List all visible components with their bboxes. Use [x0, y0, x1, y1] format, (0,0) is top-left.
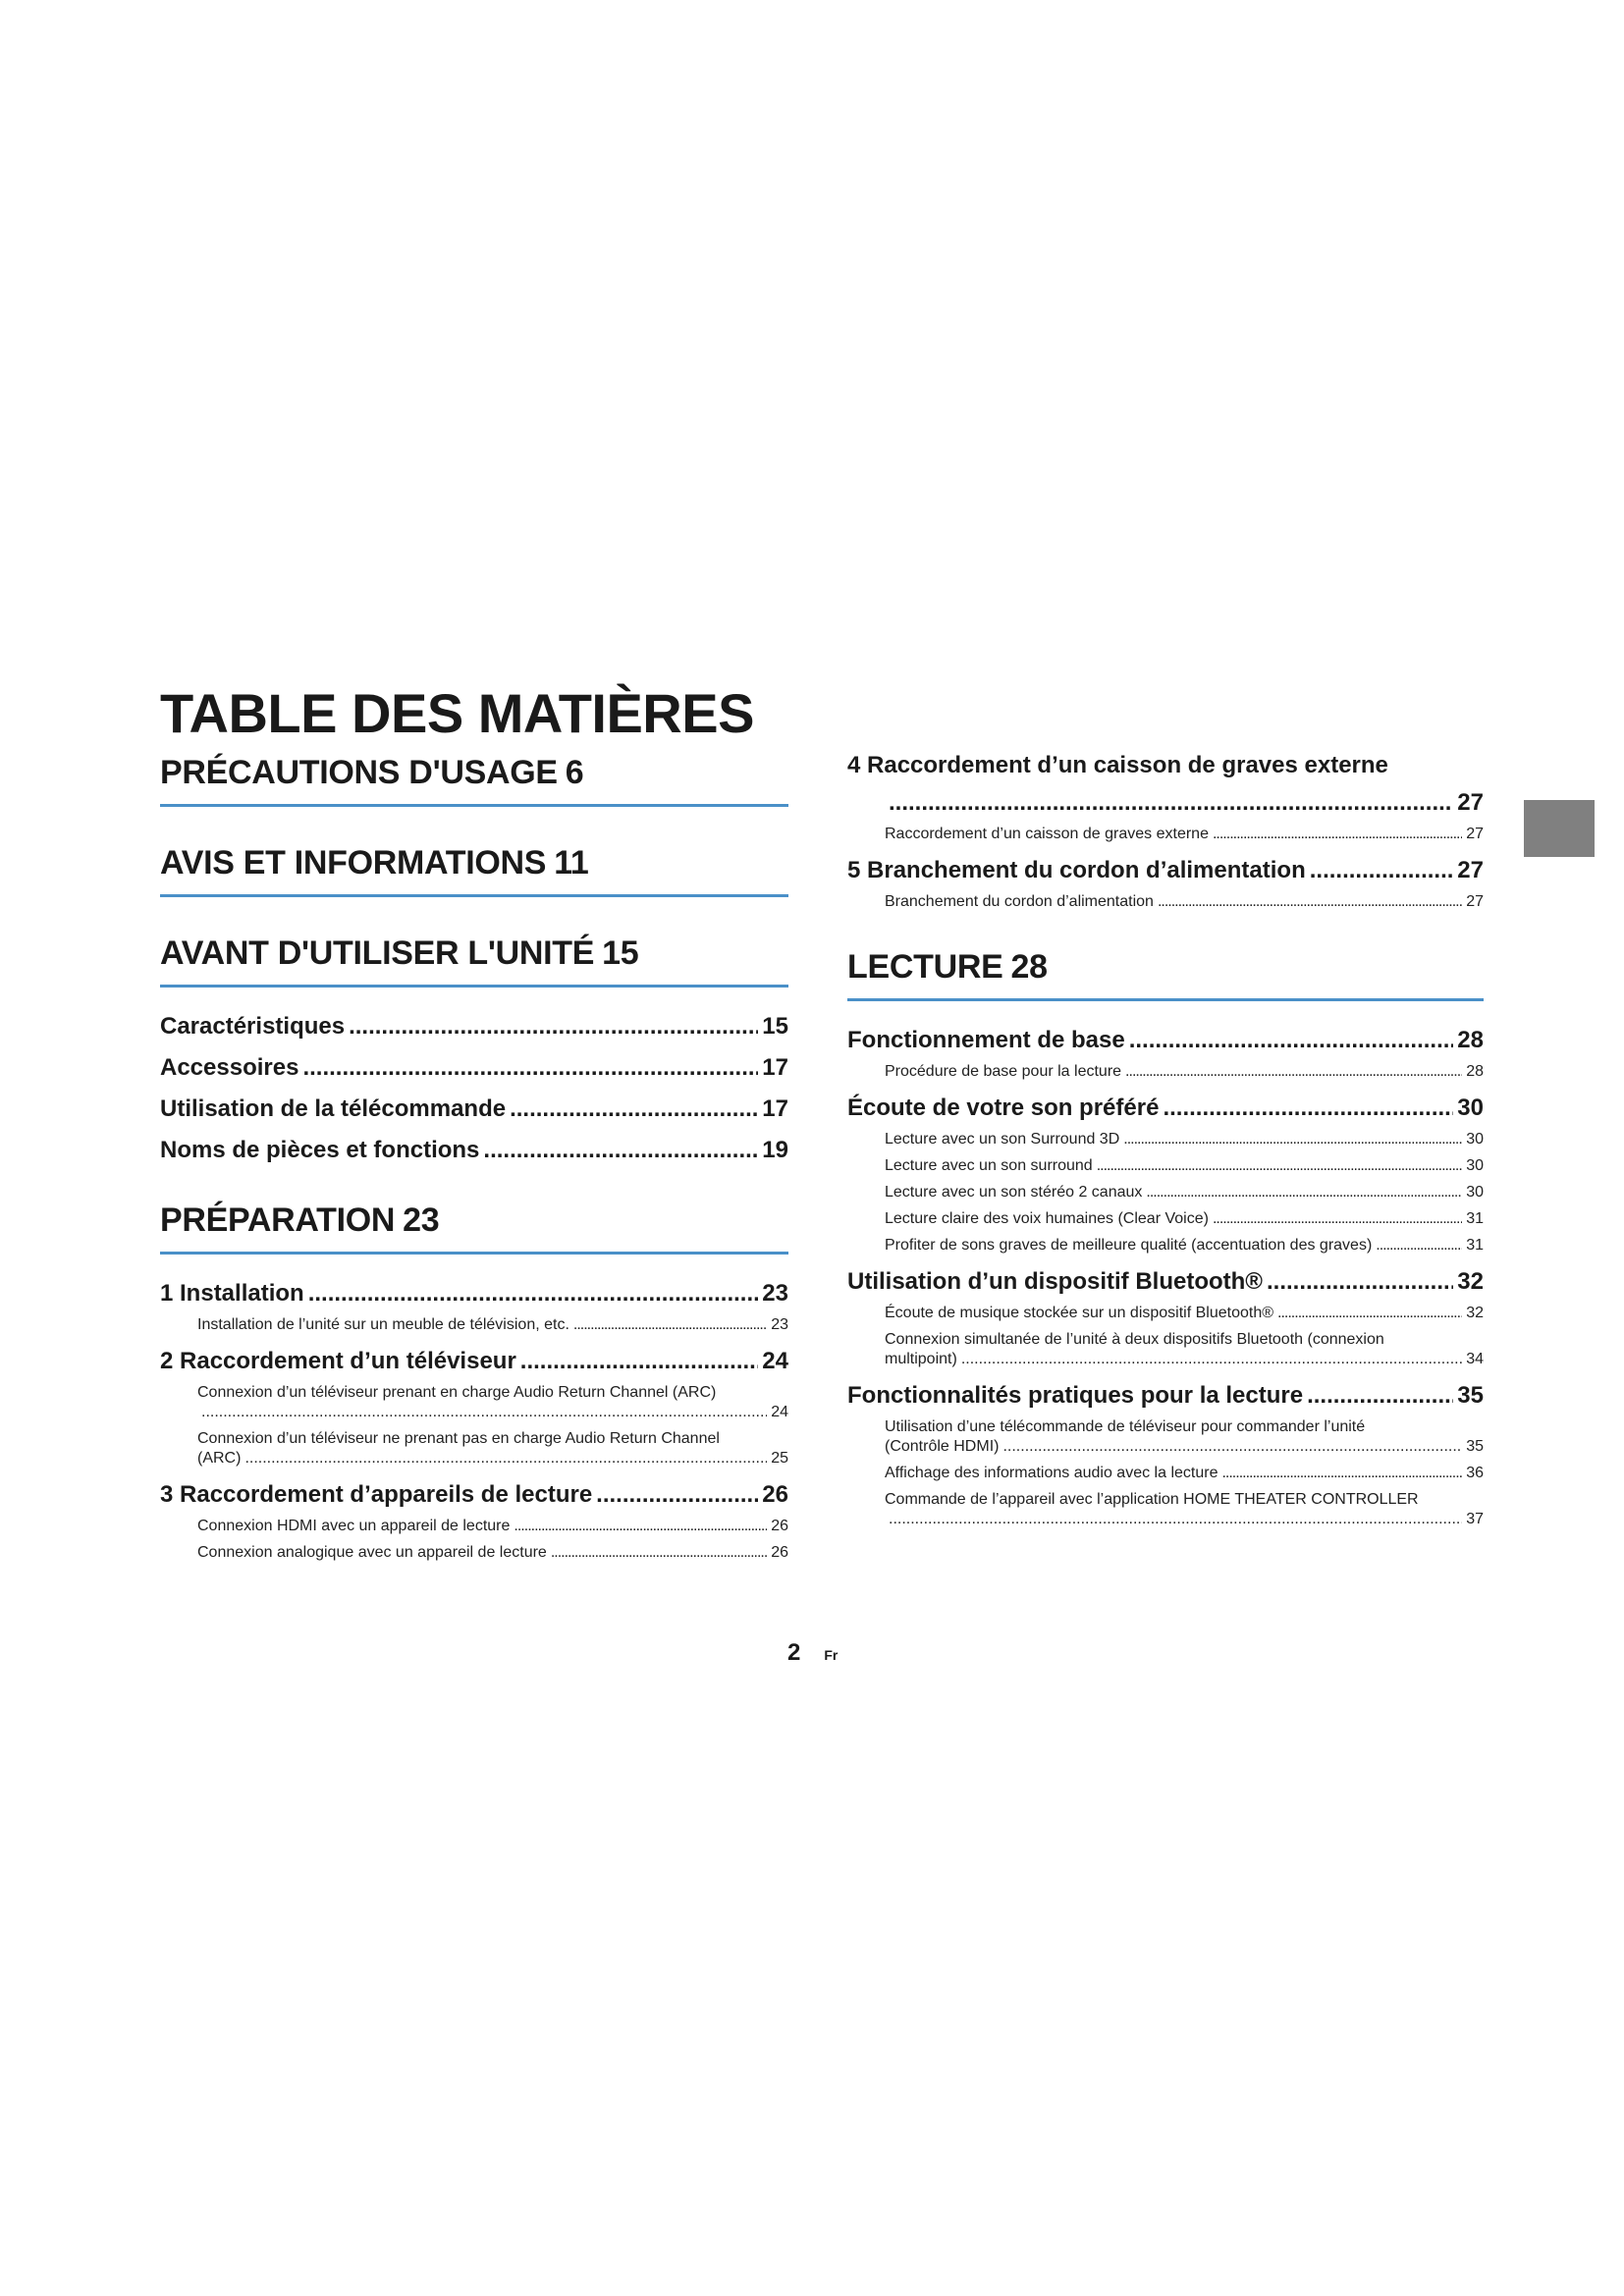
- toc-entry[interactable]: Caractéristiques ..... 15: [160, 1013, 788, 1041]
- toc-subentry[interactable]: Connexion HDMI avec un appareil de lecture ..... 26: [160, 1518, 788, 1535]
- toc-entry[interactable]: 3 Raccordement d’appareils de lecture ..... 26: [160, 1481, 788, 1509]
- toc-subentry[interactable]: Raccordement d’un caisson de graves externe ..... 27: [847, 826, 1484, 843]
- section-lecture[interactable]: LECTURE 28: [847, 948, 1484, 1001]
- page-footer: [787, 1639, 838, 1667]
- page-title: TABLE DES MATIÈRES: [160, 682, 754, 744]
- chapter-side-tab: [1524, 800, 1595, 857]
- toc-entry[interactable]: 1 Installation ..... 23: [160, 1280, 788, 1308]
- section-preparation[interactable]: PRÉPARATION 23: [160, 1201, 788, 1255]
- toc-subentry[interactable]: Utilisation d’une télécommande de téléviseur pour commander l’unité (Contrôle HDMI) ..... 35: [847, 1418, 1484, 1456]
- toc-subentry[interactable]: Profiter de sons graves de meilleure qualité (accentuation des graves) ..... 31: [847, 1237, 1484, 1255]
- toc-subentry[interactable]: Lecture avec un son surround ..... 30: [847, 1157, 1484, 1175]
- toc-entry[interactable]: Utilisation de la télécommande ..... 17: [160, 1095, 788, 1123]
- toc-subentry[interactable]: Lecture avec un son stéréo 2 canaux ..... 30: [847, 1184, 1484, 1201]
- toc-entry[interactable]: 5 Branchement du cordon d’alimentation ..... 27: [847, 857, 1484, 884]
- page-number: 2: [787, 1639, 801, 1666]
- toc-entry[interactable]: 2 Raccordement d’un téléviseur ..... 24: [160, 1348, 788, 1375]
- section-avant[interactable]: AVANT D'UTILISER L'UNITÉ 15: [160, 934, 788, 988]
- toc-subentry[interactable]: Branchement du cordon d’alimentation ..... 27: [847, 893, 1484, 911]
- section-precautions[interactable]: PRÉCAUTIONS D'USAGE 6: [160, 754, 788, 807]
- toc-entry[interactable]: Fonctionnement de base ..... 28: [847, 1027, 1484, 1054]
- toc-entry[interactable]: Fonctionnalités pratiques pour la lecture ..... 35: [847, 1382, 1484, 1410]
- section-avis[interactable]: AVIS ET INFORMATIONS 11: [160, 844, 788, 897]
- toc-subentry[interactable]: Connexion d’un téléviseur ne prenant pas en charge Audio Return Channel (ARC) ..... 25: [160, 1430, 788, 1468]
- toc-entry[interactable]: Noms de pièces et fonctions ..... 19: [160, 1137, 788, 1164]
- toc-entry[interactable]: Utilisation d’un dispositif Bluetooth® ..... 32: [847, 1268, 1484, 1296]
- toc-subentry[interactable]: Connexion analogique avec un appareil de lecture ..... 26: [160, 1544, 788, 1562]
- toc-subentry[interactable]: Procédure de base pour la lecture ..... 28: [847, 1063, 1484, 1081]
- toc-entry[interactable]: 4 Raccordement d’un caisson de graves externe ..... 27: [847, 752, 1484, 817]
- toc-subentry[interactable]: Écoute de musique stockée sur un dispositif Bluetooth® ..... 32: [847, 1305, 1484, 1322]
- toc-subentry[interactable]: Installation de l’unité sur un meuble de télévision, etc. ..... 23: [160, 1316, 788, 1334]
- toc-subentry[interactable]: Lecture claire des voix humaines (Clear Voice) ..... 31: [847, 1210, 1484, 1228]
- toc-subentry[interactable]: Connexion d’un téléviseur prenant en charge Audio Return Channel (ARC) ..... 24: [160, 1384, 788, 1421]
- toc-right-column: [847, 752, 1484, 1528]
- toc-entry[interactable]: Accessoires ..... 17: [160, 1054, 788, 1082]
- toc-subentry[interactable]: Affichage des informations audio avec la lecture ..... 36: [847, 1465, 1484, 1482]
- toc-subentry[interactable]: Connexion simultanée de l’unité à deux dispositifs Bluetooth (connexion multipoint) ..... 34: [847, 1331, 1484, 1368]
- toc-entry[interactable]: Écoute de votre son préféré ..... 30: [847, 1095, 1484, 1122]
- toc-subentry[interactable]: Commande de l’appareil avec l’application HOME THEATER CONTROLLER ..... 37: [847, 1491, 1484, 1528]
- language-code: Fr: [824, 1647, 839, 1663]
- toc-left-column: [160, 754, 788, 1562]
- toc-subentry[interactable]: Lecture avec un son Surround 3D ..... 30: [847, 1131, 1484, 1148]
